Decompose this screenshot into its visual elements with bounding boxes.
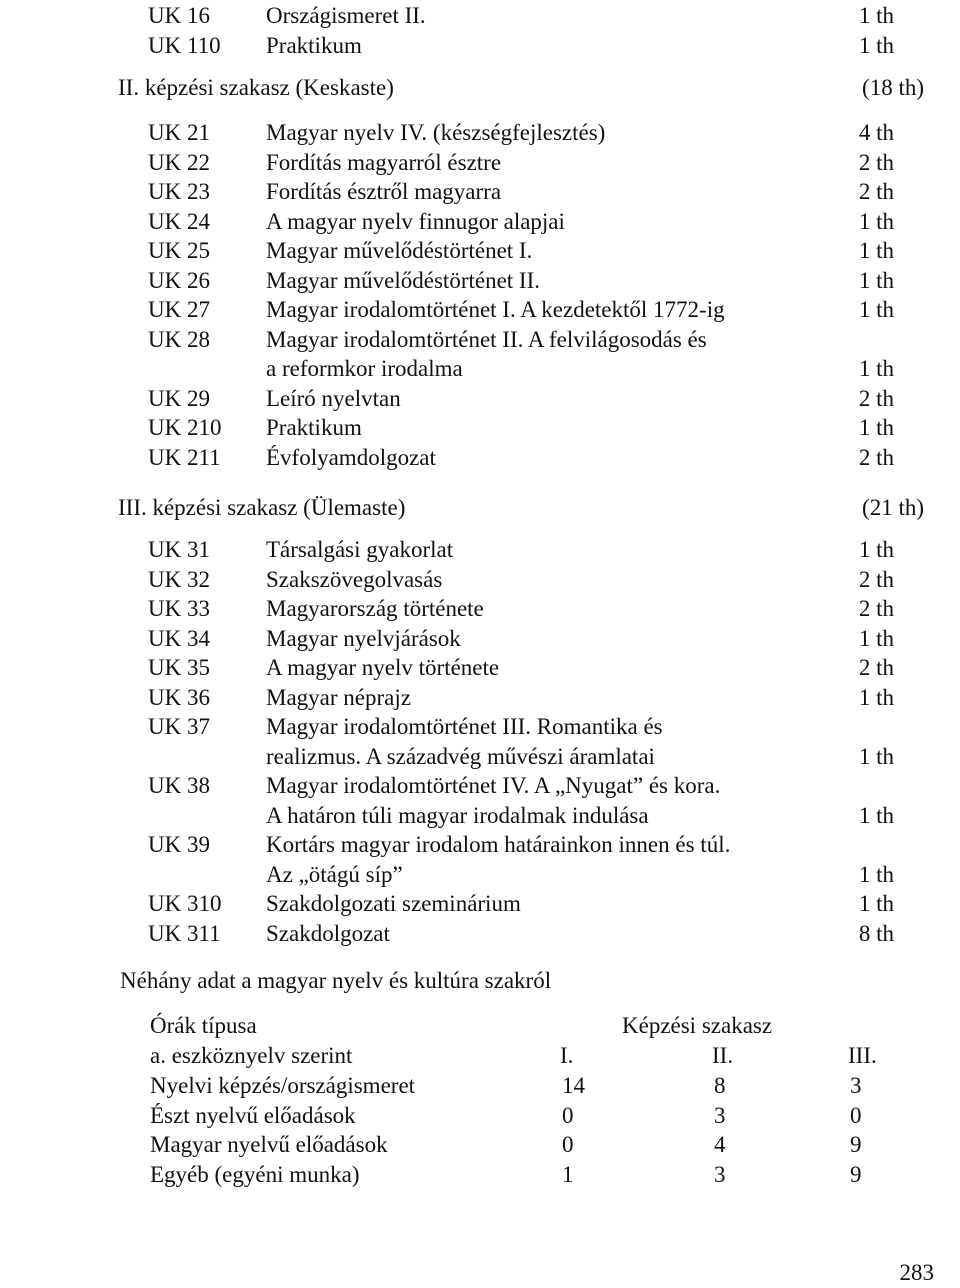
course-title: Az „ötágú síp” [266, 861, 403, 887]
course-code: UK 311 [148, 920, 221, 946]
course-code: UK 23 [148, 179, 210, 204]
course-hours: 2 th [858, 385, 894, 411]
course-title: Magyar nyelv IV. (készségfejlesztés) [266, 120, 606, 145]
course-row [0, 801, 960, 831]
course-code: UK 210 [148, 415, 222, 440]
course-title: Országismeret II. [266, 3, 426, 28]
summary-cell: 3 [714, 1161, 726, 1187]
section-title: III. képzési szakasz (Ülemaste) [118, 495, 406, 520]
course-hours: 2 th [858, 444, 894, 470]
section-heading-row [0, 73, 960, 103]
section-hours: (21 th) [862, 495, 924, 520]
course-hours: 1 th [858, 297, 894, 322]
course-hours: 1 th [858, 208, 894, 234]
course-code: UK 27 [148, 297, 210, 322]
course-title: Szakdolgozat [266, 920, 390, 946]
course-hours: 1 th [858, 356, 894, 381]
course-hours: 1 th [858, 3, 894, 28]
course-title: Magyar nyelvjárások [266, 625, 461, 651]
course-title: Kortárs magyar irodalom határainkon innen és túl. [266, 832, 731, 857]
summary-cell: 4 [714, 1132, 726, 1157]
course-code: UK 26 [148, 267, 210, 293]
course-hours: 1 th [858, 415, 894, 440]
course-title: A határon túli magyar irodalmak indulása [266, 802, 649, 828]
course-code: UK 24 [148, 208, 210, 234]
course-code: UK 25 [148, 238, 210, 263]
summary-sub-label: a. eszköznyelv szerint [150, 1043, 353, 1068]
summary-cell: 14 [562, 1073, 585, 1098]
summary-header-row [0, 1011, 960, 1041]
course-code: UK 33 [148, 596, 210, 621]
summary-row [0, 1130, 960, 1160]
course-row [0, 177, 960, 207]
course-hours: 4 th [858, 120, 894, 145]
course-code: UK 37 [148, 714, 210, 739]
course-row [0, 295, 960, 325]
course-title: A magyar nyelv története [266, 655, 500, 680]
course-row [0, 236, 960, 266]
course-title: Praktikum [266, 415, 362, 440]
course-title: Évfolyamdolgozat [266, 444, 436, 470]
course-row [0, 207, 960, 237]
summary-row [0, 1101, 960, 1131]
course-row [0, 919, 960, 949]
course-row [0, 594, 960, 624]
summary-row-label: Magyar nyelvű előadások [150, 1132, 388, 1157]
summary-cell: 3 [850, 1073, 862, 1098]
course-title: Fordítás észtről magyarra [266, 179, 502, 204]
summary-row [0, 1160, 960, 1190]
course-code: UK 21 [148, 120, 210, 145]
course-row [0, 413, 960, 443]
course-code: UK 211 [148, 444, 221, 470]
course-row [0, 565, 960, 595]
summary-column-header: III. [848, 1043, 877, 1068]
course-row [0, 653, 960, 683]
summary-row-label: Nyelvi képzés/országismeret [150, 1073, 416, 1098]
course-title: Leíró nyelvtan [266, 385, 401, 411]
course-title: Szakszövegolvasás [266, 566, 443, 592]
course-code: UK 16 [148, 3, 210, 28]
course-title: Magyar művelődéstörténet II. [266, 267, 540, 293]
course-row [0, 712, 960, 742]
course-row [0, 683, 960, 713]
course-row [0, 742, 960, 772]
summary-cell: 0 [562, 1102, 574, 1128]
course-title: a reformkor irodalma [266, 356, 463, 381]
summary-row-label: Egyéb (egyéni munka) [150, 1161, 360, 1187]
summary-cell: 9 [850, 1132, 862, 1157]
course-row [0, 354, 960, 384]
course-row [0, 266, 960, 296]
course-code: UK 34 [148, 625, 210, 651]
summary-cell: 9 [850, 1161, 862, 1187]
course-title: Magyarország története [266, 596, 484, 621]
course-code: UK 110 [148, 32, 221, 58]
course-row [0, 148, 960, 178]
course-code: UK 22 [148, 149, 210, 175]
course-row [0, 325, 960, 355]
summary-row [0, 1071, 960, 1101]
course-title: Társalgási gyakorlat [266, 537, 454, 562]
course-hours: 2 th [858, 179, 894, 204]
page-number: 283 [899, 1260, 934, 1285]
course-hours: 1 th [858, 32, 894, 58]
course-title: Magyar irodalomtörténet II. A felvilágosodás és [266, 326, 707, 352]
course-title: Szakdolgozati szeminárium [266, 891, 521, 916]
summary-cell: 0 [562, 1132, 574, 1157]
summary-column-header: II. [712, 1043, 734, 1068]
course-row [0, 624, 960, 654]
course-hours: 2 th [858, 566, 894, 592]
course-code: UK 310 [148, 891, 222, 916]
course-row [0, 443, 960, 473]
course-title: Magyar irodalomtörténet III. Romantika és [266, 714, 663, 739]
course-title: Fordítás magyarról észtre [266, 149, 502, 175]
course-code: UK 35 [148, 655, 210, 680]
course-title: Magyar művelődéstörténet I. [266, 238, 533, 263]
summary-subheader-row [0, 1041, 960, 1071]
summary-column-header: I. [560, 1043, 574, 1068]
course-hours: 1 th [858, 267, 894, 293]
section-heading-row [0, 493, 960, 523]
summary-cell: 1 [562, 1161, 574, 1187]
course-title: Praktikum [266, 32, 362, 58]
summary-col-label: Órák típusa [150, 1013, 257, 1038]
course-hours: 2 th [858, 596, 894, 621]
summary-cell: 8 [714, 1073, 726, 1098]
course-row [0, 1, 960, 31]
course-title: Magyar néprajz [266, 684, 411, 710]
course-row [0, 860, 960, 890]
course-hours: 1 th [858, 743, 894, 769]
course-hours: 1 th [858, 861, 894, 887]
course-row [0, 830, 960, 860]
course-code: UK 36 [148, 684, 210, 710]
course-row [0, 118, 960, 148]
course-hours: 1 th [858, 802, 894, 828]
course-hours: 1 th [858, 238, 894, 263]
section-title: II. képzési szakasz (Keskaste) [118, 75, 394, 100]
course-title: Magyar irodalomtörténet IV. A „Nyugat” és kora. [266, 773, 721, 798]
section-hours: (18 th) [862, 75, 924, 100]
course-title: realizmus. A századvég művészi áramlatai [266, 743, 655, 769]
course-title: A magyar nyelv finnugor alapjai [266, 208, 565, 234]
course-code: UK 39 [148, 832, 210, 857]
summary-cell: 0 [850, 1102, 862, 1128]
course-row [0, 384, 960, 414]
course-code: UK 28 [148, 326, 210, 352]
course-code: UK 32 [148, 566, 210, 592]
summary-heading: Néhány adat a magyar nyelv és kultúra szakról [120, 968, 552, 993]
summary-row-label: Észt nyelvű előadások [150, 1102, 356, 1128]
course-code: UK 38 [148, 773, 210, 798]
course-hours: 1 th [858, 537, 894, 562]
course-row [0, 771, 960, 801]
course-hours: 1 th [858, 684, 894, 710]
summary-group-label: Képzési szakasz [622, 1013, 773, 1038]
course-row [0, 31, 960, 61]
course-hours: 2 th [858, 149, 894, 175]
course-hours: 1 th [858, 891, 894, 916]
course-row [0, 889, 960, 919]
summary-cell: 3 [714, 1102, 726, 1128]
course-hours: 8 th [858, 920, 894, 946]
course-title: Magyar irodalomtörténet I. A kezdetektől 1772-ig [266, 297, 725, 322]
course-row [0, 535, 960, 565]
course-code: UK 31 [148, 537, 210, 562]
course-hours: 1 th [858, 625, 894, 651]
course-hours: 2 th [858, 655, 894, 680]
course-code: UK 29 [148, 385, 210, 411]
